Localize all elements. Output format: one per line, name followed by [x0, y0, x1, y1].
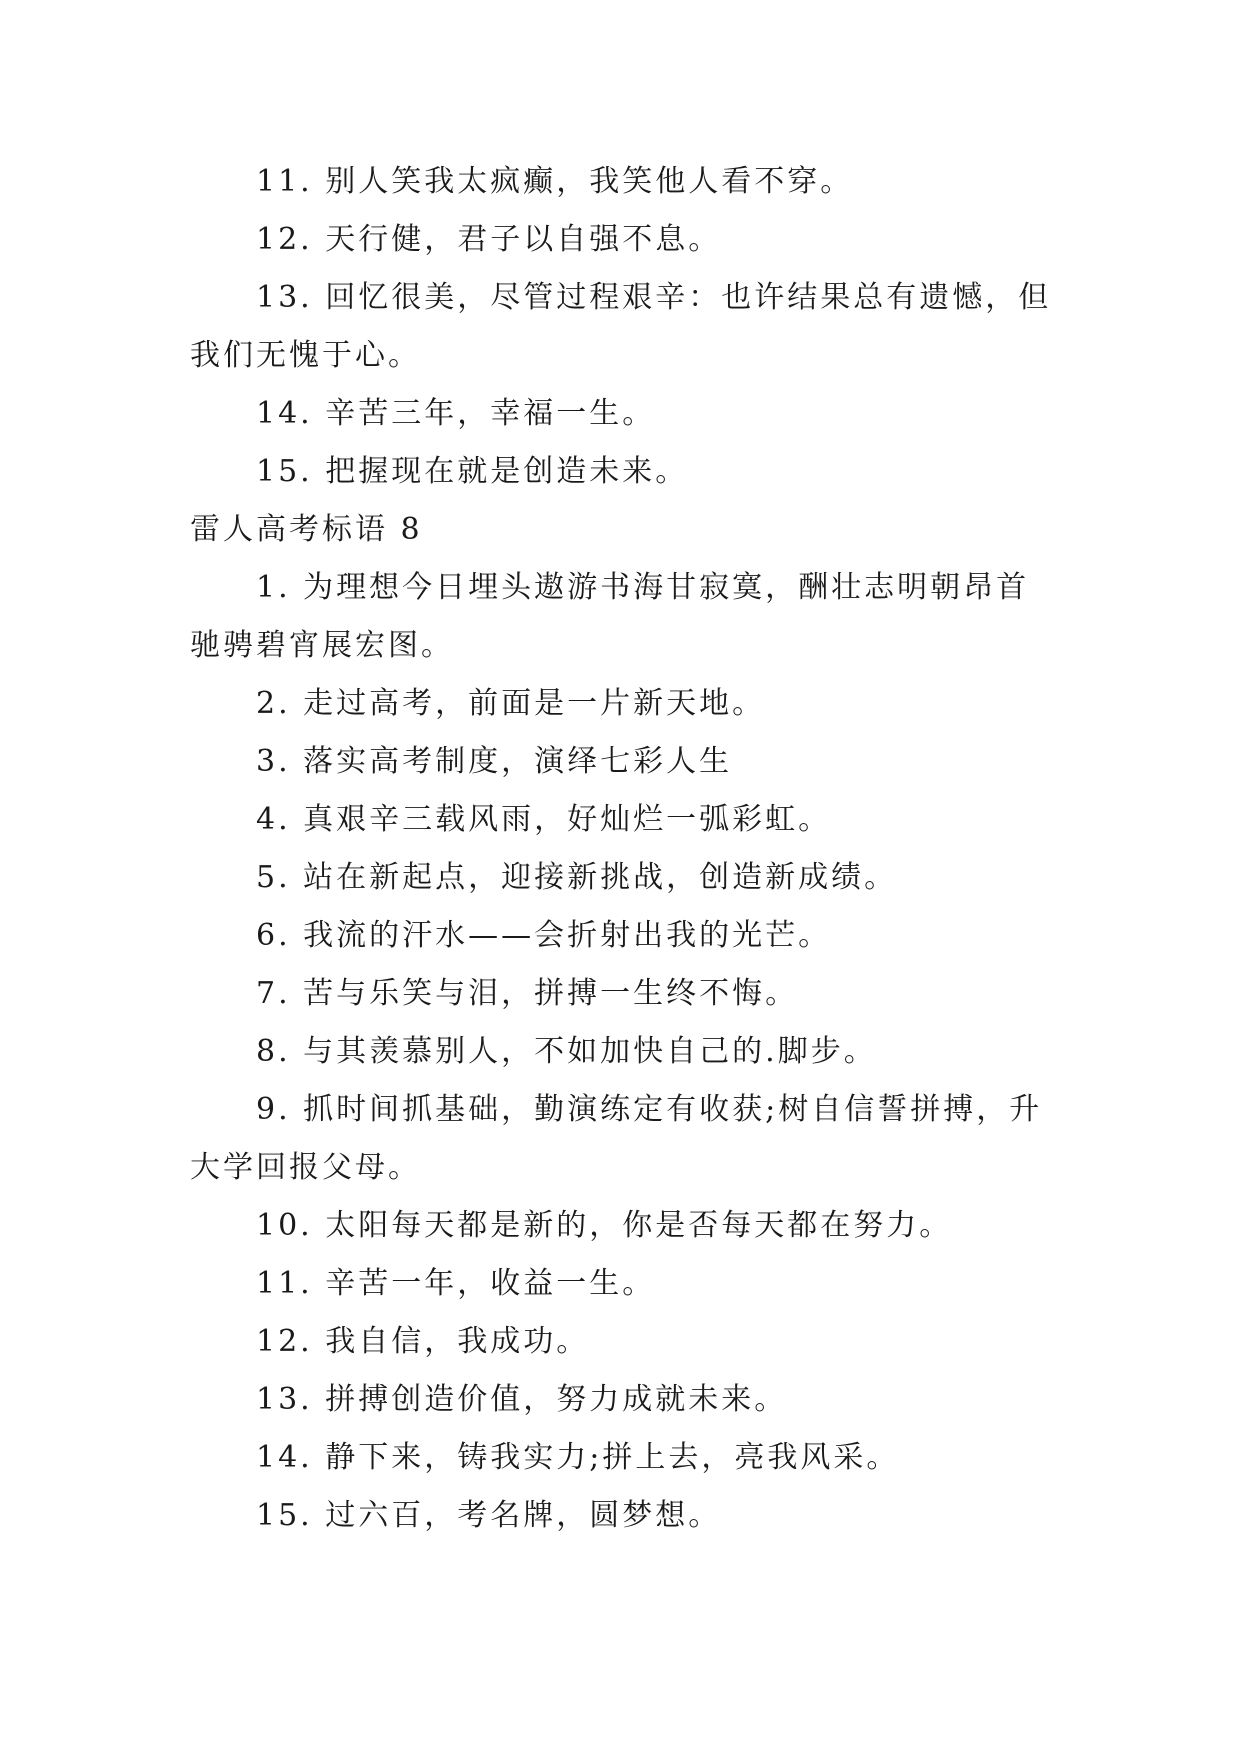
list-item: 15. 把握现在就是创造未来。: [256, 454, 689, 489]
list-item: 15. 过六百，考名牌，圆梦想。: [256, 1498, 722, 1533]
list-item: 11. 别人笑我太疯癫，我笑他人看不穿。: [256, 164, 854, 199]
list-item: 8. 与其羡慕别人，不如加快自己的.脚步。: [256, 1034, 877, 1069]
list-item: 14. 静下来，铸我实力;拼上去，亮我风采。: [256, 1440, 900, 1475]
list-item: 12. 我自信，我成功。: [256, 1324, 590, 1359]
list-item: 12. 天行健，君子以自强不息。: [256, 222, 722, 257]
list-item: 11. 辛苦一年，收益一生。: [256, 1266, 656, 1301]
list-item: 3. 落实高考制度，演绎七彩人生: [256, 744, 733, 779]
list-item: 2. 走过高考，前面是一片新天地。: [256, 686, 766, 721]
document-body: [190, 153, 1060, 1545]
list-item: 13. 拼搏创造价值，努力成就未来。: [256, 1382, 788, 1417]
list-item: 1. 为理想今日埋头遨游书海甘寂寞，酬壮志明朝昂首驰骋碧宵展宏图。: [190, 570, 1030, 663]
list-item: 10. 太阳每天都是新的，你是否每天都在努力。: [256, 1208, 953, 1243]
list-item: 9. 抓时间抓基础，勤演练定有收获;树自信誓拼搏，升大学回报父母。: [190, 1092, 1043, 1185]
list-item: 4. 真艰辛三载风雨，好灿烂一弧彩虹。: [256, 802, 832, 837]
list-item: 5. 站在新起点，迎接新挑战，创造新成绩。: [256, 860, 898, 895]
list-item: 13. 回忆很美，尽管过程艰辛：也许结果总有遗憾，但我们无愧于心。: [190, 280, 1052, 373]
section-heading: 雷人高考标语 8: [190, 512, 423, 547]
list-item: 6. 我流的汗水——会折射出我的光芒。: [256, 918, 832, 953]
list-item: 7. 苦与乐笑与泪，拼搏一生终不悔。: [256, 976, 799, 1011]
list-item: 14. 辛苦三年，幸福一生。: [256, 396, 656, 431]
